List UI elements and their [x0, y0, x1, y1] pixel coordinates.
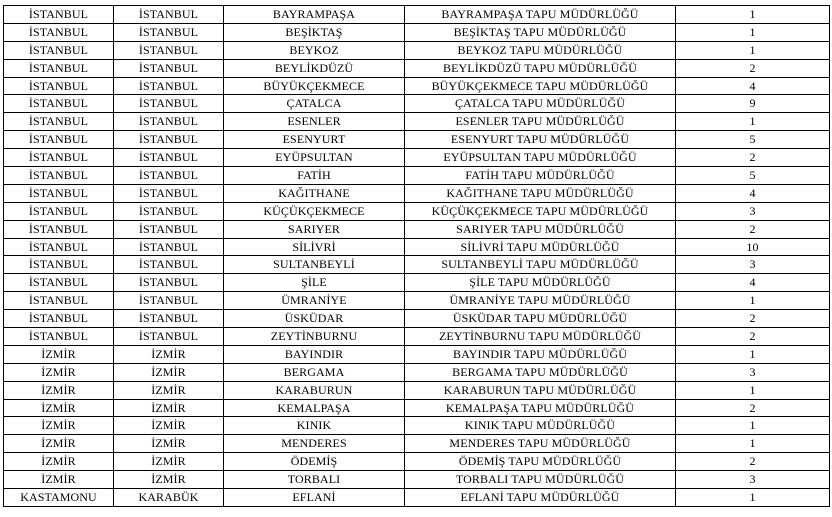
table-row	[4, 328, 830, 346]
regional-directorate-cell: İZMİR	[4, 471, 114, 489]
table-row	[4, 453, 830, 471]
table-row	[4, 399, 830, 417]
office-cell: MENDERES TAPU MÜDÜRLÜĞÜ	[405, 435, 676, 453]
province-cell: İSTANBUL	[114, 167, 224, 185]
district-cell: BEŞİKTAŞ	[224, 23, 405, 41]
regional-directorate-cell: İSTANBUL	[4, 59, 114, 77]
district-cell: BEYLİKDÜZÜ	[224, 59, 405, 77]
office-cell: BEŞİKTAŞ TAPU MÜDÜRLÜĞÜ	[405, 23, 676, 41]
table-row	[4, 471, 830, 489]
table-row	[4, 202, 830, 220]
table-row	[4, 363, 830, 381]
regional-directorate-cell: İZMİR	[4, 381, 114, 399]
table-row	[4, 310, 830, 328]
province-cell: İSTANBUL	[114, 41, 224, 59]
count-cell: 1	[676, 292, 830, 310]
district-cell: KÜÇÜKÇEKMECE	[224, 202, 405, 220]
province-cell: İZMİR	[114, 453, 224, 471]
regional-directorate-cell: İZMİR	[4, 435, 114, 453]
province-cell: İSTANBUL	[114, 292, 224, 310]
table-row	[4, 435, 830, 453]
table-row	[4, 489, 830, 507]
district-cell: EYÜPSULTAN	[224, 149, 405, 167]
district-cell: ÇATALCA	[224, 95, 405, 113]
office-cell: BEYLİKDÜZÜ TAPU MÜDÜRLÜĞÜ	[405, 59, 676, 77]
province-cell: İZMİR	[114, 417, 224, 435]
regional-directorate-cell: İSTANBUL	[4, 113, 114, 131]
province-cell: İSTANBUL	[114, 184, 224, 202]
office-cell: ZEYTİNBURNU TAPU MÜDÜRLÜĞÜ	[405, 328, 676, 346]
office-cell: KEMALPAŞA TAPU MÜDÜRLÜĞÜ	[405, 399, 676, 417]
tapu-mudurlugu-table	[3, 5, 830, 507]
regional-directorate-cell: İSTANBUL	[4, 6, 114, 24]
count-cell: 1	[676, 23, 830, 41]
province-cell: İSTANBUL	[114, 95, 224, 113]
office-cell: EFLANİ TAPU MÜDÜRLÜĞÜ	[405, 489, 676, 507]
district-cell: ÜMRANİYE	[224, 292, 405, 310]
count-cell: 2	[676, 310, 830, 328]
count-cell: 1	[676, 345, 830, 363]
regional-directorate-cell: İSTANBUL	[4, 256, 114, 274]
province-cell: İZMİR	[114, 363, 224, 381]
regional-directorate-cell: İSTANBUL	[4, 292, 114, 310]
district-cell: SARIYER	[224, 220, 405, 238]
province-cell: İSTANBUL	[114, 274, 224, 292]
office-cell: ESENLER TAPU MÜDÜRLÜĞÜ	[405, 113, 676, 131]
district-cell: BAYRAMPAŞA	[224, 6, 405, 24]
office-cell: KINIK TAPU MÜDÜRLÜĞÜ	[405, 417, 676, 435]
table-row	[4, 41, 830, 59]
province-cell: İSTANBUL	[114, 77, 224, 95]
province-cell: KARABÜK	[114, 489, 224, 507]
table-row	[4, 184, 830, 202]
regional-directorate-cell: İSTANBUL	[4, 23, 114, 41]
table-row	[4, 381, 830, 399]
office-cell: SARIYER TAPU MÜDÜRLÜĞÜ	[405, 220, 676, 238]
table-row	[4, 113, 830, 131]
count-cell: 5	[676, 167, 830, 185]
province-cell: İSTANBUL	[114, 6, 224, 24]
regional-directorate-cell: İSTANBUL	[4, 131, 114, 149]
regional-directorate-cell: İSTANBUL	[4, 184, 114, 202]
table-row	[4, 95, 830, 113]
office-cell: SULTANBEYLİ TAPU MÜDÜRLÜĞÜ	[405, 256, 676, 274]
table-row	[4, 131, 830, 149]
district-cell: BÜYÜKÇEKMECE	[224, 77, 405, 95]
regional-directorate-cell: İZMİR	[4, 417, 114, 435]
province-cell: İSTANBUL	[114, 328, 224, 346]
regional-directorate-cell: İSTANBUL	[4, 220, 114, 238]
count-cell: 10	[676, 238, 830, 256]
district-cell: ŞİLE	[224, 274, 405, 292]
table-row	[4, 149, 830, 167]
table-row	[4, 256, 830, 274]
office-cell: ÜSKÜDAR TAPU MÜDÜRLÜĞÜ	[405, 310, 676, 328]
count-cell: 2	[676, 59, 830, 77]
district-cell: MENDERES	[224, 435, 405, 453]
count-cell: 4	[676, 274, 830, 292]
table-row	[4, 345, 830, 363]
district-cell: SULTANBEYLİ	[224, 256, 405, 274]
count-cell: 4	[676, 77, 830, 95]
office-cell: TORBALI TAPU MÜDÜRLÜĞÜ	[405, 471, 676, 489]
regional-directorate-cell: İSTANBUL	[4, 202, 114, 220]
office-cell: BAYINDIR TAPU MÜDÜRLÜĞÜ	[405, 345, 676, 363]
regional-directorate-cell: İZMİR	[4, 453, 114, 471]
table-row	[4, 417, 830, 435]
province-cell: İSTANBUL	[114, 238, 224, 256]
district-cell: KARABURUN	[224, 381, 405, 399]
office-cell: KARABURUN TAPU MÜDÜRLÜĞÜ	[405, 381, 676, 399]
office-cell: SİLİVRİ TAPU MÜDÜRLÜĞÜ	[405, 238, 676, 256]
province-cell: İSTANBUL	[114, 131, 224, 149]
count-cell: 1	[676, 113, 830, 131]
table-row	[4, 59, 830, 77]
table-row	[4, 274, 830, 292]
district-cell: BAYINDIR	[224, 345, 405, 363]
province-cell: İSTANBUL	[114, 59, 224, 77]
regional-directorate-cell: İSTANBUL	[4, 77, 114, 95]
district-cell: ESENYURT	[224, 131, 405, 149]
office-cell: BERGAMA TAPU MÜDÜRLÜĞÜ	[405, 363, 676, 381]
table-row	[4, 77, 830, 95]
office-cell: ÖDEMİŞ TAPU MÜDÜRLÜĞÜ	[405, 453, 676, 471]
regional-directorate-cell: İSTANBUL	[4, 41, 114, 59]
table-row	[4, 238, 830, 256]
province-cell: İSTANBUL	[114, 310, 224, 328]
district-cell: BEYKOZ	[224, 41, 405, 59]
province-cell: İZMİR	[114, 381, 224, 399]
regional-directorate-cell: İSTANBUL	[4, 274, 114, 292]
regional-directorate-cell: İSTANBUL	[4, 167, 114, 185]
regional-directorate-cell: İSTANBUL	[4, 95, 114, 113]
district-cell: KEMALPAŞA	[224, 399, 405, 417]
count-cell: 3	[676, 363, 830, 381]
province-cell: İSTANBUL	[114, 149, 224, 167]
district-cell: ÖDEMİŞ	[224, 453, 405, 471]
regional-directorate-cell: İSTANBUL	[4, 238, 114, 256]
count-cell: 1	[676, 6, 830, 24]
district-cell: ÜSKÜDAR	[224, 310, 405, 328]
count-cell: 2	[676, 399, 830, 417]
count-cell: 1	[676, 435, 830, 453]
table-row	[4, 292, 830, 310]
province-cell: İZMİR	[114, 399, 224, 417]
count-cell: 1	[676, 489, 830, 507]
office-cell: KAĞITHANE TAPU MÜDÜRLÜĞÜ	[405, 184, 676, 202]
count-cell: 2	[676, 328, 830, 346]
count-cell: 4	[676, 184, 830, 202]
office-cell: ŞİLE TAPU MÜDÜRLÜĞÜ	[405, 274, 676, 292]
table-row	[4, 220, 830, 238]
count-cell: 3	[676, 256, 830, 274]
office-cell: BEYKOZ TAPU MÜDÜRLÜĞÜ	[405, 41, 676, 59]
count-cell: 2	[676, 149, 830, 167]
regional-directorate-cell: KASTAMONU	[4, 489, 114, 507]
province-cell: İSTANBUL	[114, 23, 224, 41]
count-cell: 2	[676, 220, 830, 238]
province-cell: İSTANBUL	[114, 220, 224, 238]
office-cell: ESENYURT TAPU MÜDÜRLÜĞÜ	[405, 131, 676, 149]
district-cell: FATİH	[224, 167, 405, 185]
district-cell: EFLANİ	[224, 489, 405, 507]
district-cell: BERGAMA	[224, 363, 405, 381]
count-cell: 1	[676, 417, 830, 435]
count-cell: 1	[676, 381, 830, 399]
province-cell: İSTANBUL	[114, 256, 224, 274]
count-cell: 3	[676, 471, 830, 489]
table-body	[4, 6, 830, 507]
table-row	[4, 167, 830, 185]
district-cell: KAĞITHANE	[224, 184, 405, 202]
regional-directorate-cell: İZMİR	[4, 363, 114, 381]
office-cell: BAYRAMPAŞA TAPU MÜDÜRLÜĞÜ	[405, 6, 676, 24]
regional-directorate-cell: İSTANBUL	[4, 310, 114, 328]
count-cell: 9	[676, 95, 830, 113]
count-cell: 2	[676, 453, 830, 471]
district-cell: SİLİVRİ	[224, 238, 405, 256]
province-cell: İZMİR	[114, 471, 224, 489]
province-cell: İZMİR	[114, 435, 224, 453]
count-cell: 5	[676, 131, 830, 149]
table-row	[4, 6, 830, 24]
regional-directorate-cell: İZMİR	[4, 345, 114, 363]
office-cell: FATİH TAPU MÜDÜRLÜĞÜ	[405, 167, 676, 185]
district-cell: KINIK	[224, 417, 405, 435]
office-cell: KÜÇÜKÇEKMECE TAPU MÜDÜRLÜĞÜ	[405, 202, 676, 220]
office-cell: ÜMRANİYE TAPU MÜDÜRLÜĞÜ	[405, 292, 676, 310]
office-cell: ÇATALCA TAPU MÜDÜRLÜĞÜ	[405, 95, 676, 113]
district-cell: ZEYTİNBURNU	[224, 328, 405, 346]
province-cell: İSTANBUL	[114, 113, 224, 131]
province-cell: İSTANBUL	[114, 202, 224, 220]
province-cell: İZMİR	[114, 345, 224, 363]
count-cell: 1	[676, 41, 830, 59]
office-cell: EYÜPSULTAN TAPU MÜDÜRLÜĞÜ	[405, 149, 676, 167]
district-cell: ESENLER	[224, 113, 405, 131]
office-cell: BÜYÜKÇEKMECE TAPU MÜDÜRLÜĞÜ	[405, 77, 676, 95]
count-cell: 3	[676, 202, 830, 220]
regional-directorate-cell: İZMİR	[4, 399, 114, 417]
table-row	[4, 23, 830, 41]
regional-directorate-cell: İSTANBUL	[4, 328, 114, 346]
regional-directorate-cell: İSTANBUL	[4, 149, 114, 167]
district-cell: TORBALI	[224, 471, 405, 489]
